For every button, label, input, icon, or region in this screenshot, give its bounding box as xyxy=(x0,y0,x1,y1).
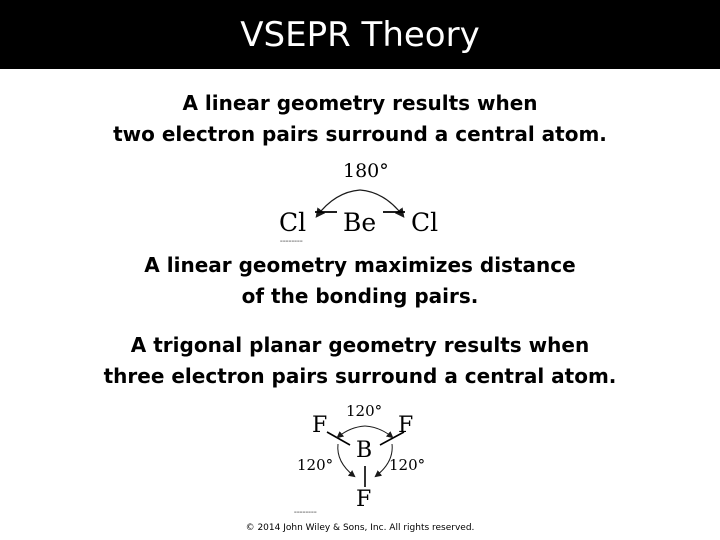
angle-arc-arrow xyxy=(338,444,354,476)
atom-label: F xyxy=(356,487,372,512)
copyright-notice: © 2014 John Wiley & Sons, Inc. All rights reserved. xyxy=(245,523,475,533)
bf3-trigonal-planar-diagram xyxy=(292,400,437,515)
atom-label: Be xyxy=(343,208,377,237)
angle-arc-arrow xyxy=(365,426,392,437)
linear-maximizes-description xyxy=(0,250,720,312)
text-line: two electron pairs surround a central atom. xyxy=(113,122,607,146)
slide-title-bar xyxy=(0,0,720,69)
text-line: A linear geometry results when xyxy=(182,91,538,115)
bond-line xyxy=(327,432,350,445)
angle-arc-arrow xyxy=(338,426,365,437)
bond-angle-label: 120° xyxy=(389,456,426,474)
atom-label: F xyxy=(312,413,328,438)
text-line: three electron pairs surround a central atom. xyxy=(103,364,617,388)
figure-credit-mark: ▬▬▬▬▬▬▬▬ xyxy=(280,239,303,243)
bond-angle-label: 120° xyxy=(346,402,383,420)
atom-label: F xyxy=(398,413,414,438)
atom-label: B xyxy=(356,438,373,463)
linear-geometry-description xyxy=(0,88,720,150)
bond-angle-label: 120° xyxy=(297,456,334,474)
text-line: of the bonding pairs. xyxy=(241,284,479,308)
slide-title: VSEPR Theory xyxy=(240,14,480,55)
bond-angle-label: 180° xyxy=(343,160,389,182)
becl2-linear-diagram xyxy=(275,160,450,245)
text-line: A linear geometry maximizes distance xyxy=(144,253,576,277)
figure-credit-mark: ▬▬▬▬▬▬▬▬ xyxy=(294,510,317,514)
atom-label: Cl xyxy=(279,208,307,237)
trigonal-geometry-description xyxy=(0,330,720,392)
atom-label: Cl xyxy=(411,208,439,237)
text-line: A trigonal planar geometry results when xyxy=(130,333,590,357)
